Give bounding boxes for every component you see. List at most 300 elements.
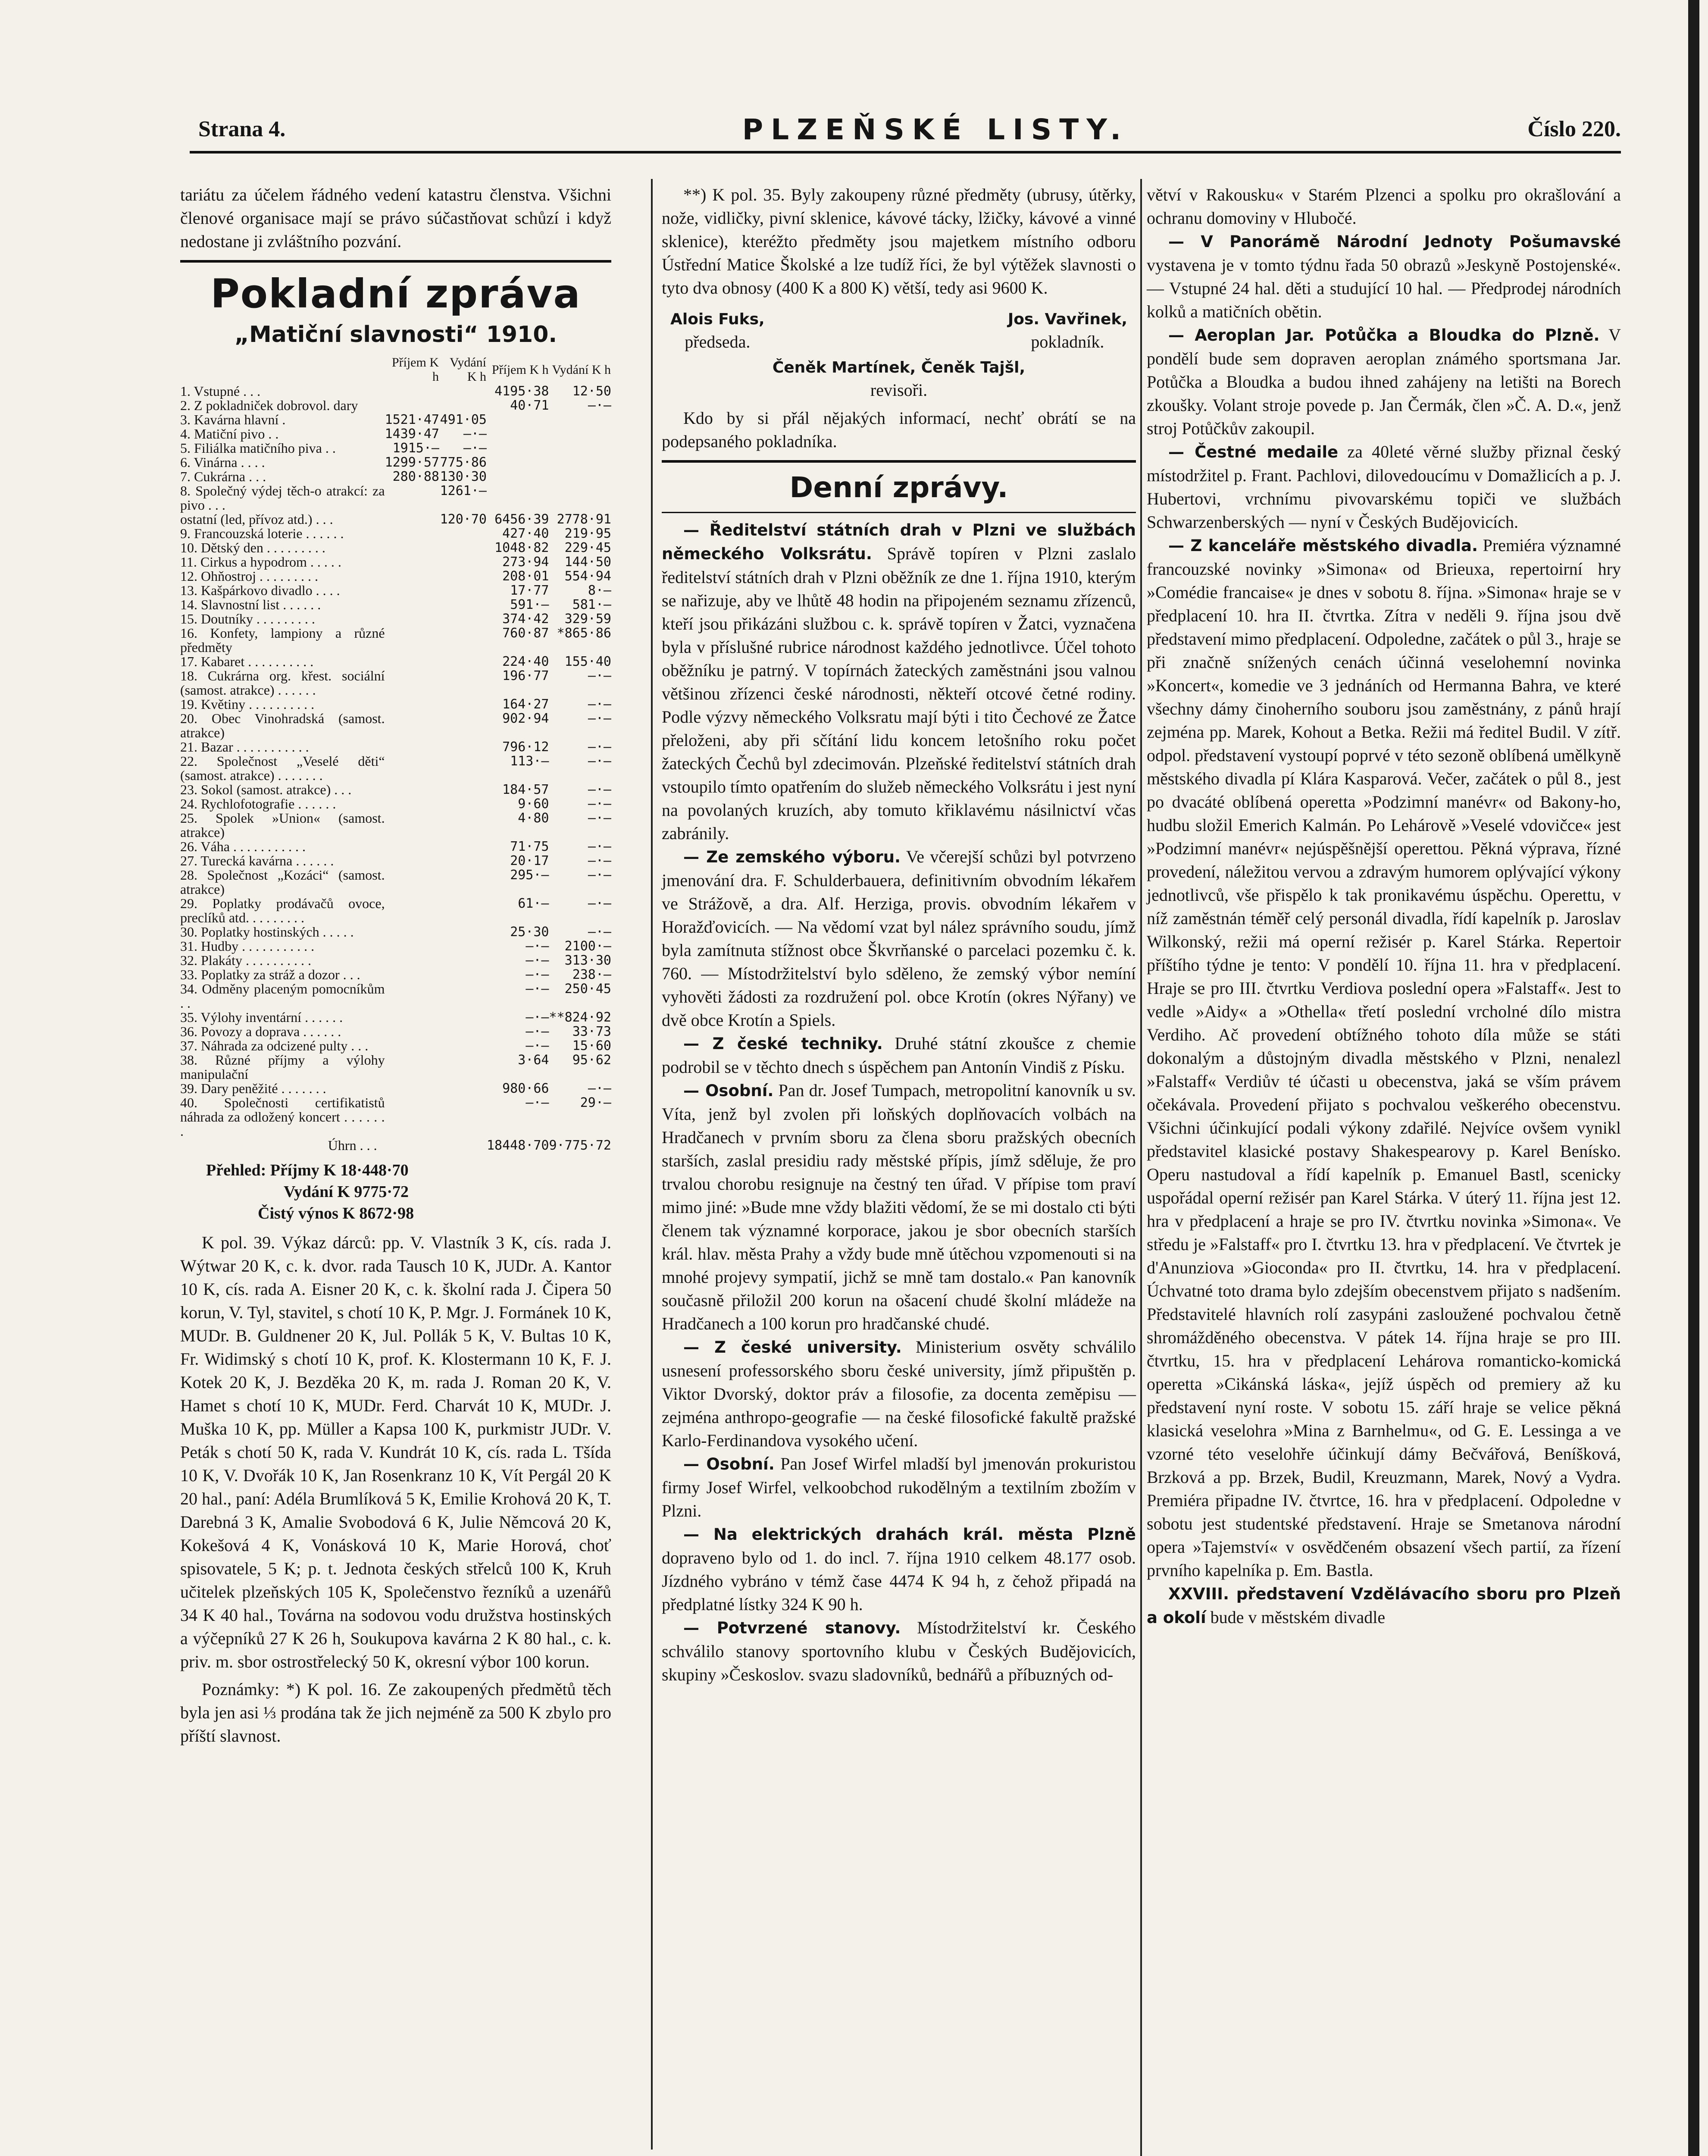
cell-expense-2: 8·— — [588, 583, 611, 598]
info-paragraph: Kdo by si přál nějakých informací, nechť obrátí se na podepsaného pokladníka. — [662, 408, 1136, 451]
cell-expense-1 — [439, 384, 487, 398]
news-text: Premiéra významné francouzské novinky »Simona« od Brieuxa, repertoirní hry »Comédie francaise« je dnes v sobotu 8. října. »Simona« hraje se v předplacení 10. hra II. čtvrtka. Zítra v neděli 9. října jsou dvě představení mimo předplacení. Odpoledne, začátek o půl 3., hraje se při značně snížených cenách účinná veselohemní novinka »Koncert«, komedie ve 3 jednáních od Hermanna Bahra, ve které všechny dámy činoherního souboru jsou zaměstnány, z pánů hrají zejména pp. Marek, Kohout a Betka. Režii má ředitel Budil. V zítř. odpol. představení vystoupí poprvé v této sezoně oblíbená umělkyně městského divadla pí Klára Kasparová. Večer, začátek o půl 8., jest po dvacáté oblíbená operetta »Podzimní manévr« od Bakony-ho, hudbu složil Emerich Kalmán. Po Lehárově »Veselé vdovičce« jest »Podzimní manévr« nejúspěšnější operettou. Pěkná výprava, řízné provedení, náležitou vervou a zdravým humorem oplývající výkony jednotlivců, vše přispělo k tak pronikavému úspěchu. Operettu, v níž zaměstnán téměř celý personál divadla, řídí kapelník p. Jaroslav Wilkonský, režii má operní režisér p. Karel Stárka. Repertoir příštího týdne je tento: V pondělí 10. října 11. hra v předplacení. Hraje se pro III. čtvrtku Verdiova poslední opera »Falstaff«. Jest to vedle »Aidy« a »Othella« třetí poslední vrcholné dílo mistra Verdiho. Ač provedení obtížného tohoto díla může se státi dokonalým a důstojným divadla městského v Plzni, nenalezl »Falstaff« Verdiův té účasti u obecenstva, jaká se vším právem očekávala. Provedení přijato s pochvalou veškerého obecenstvu. Všichni účinkující podali výkony zdařilé. Nejvíce ovšem vynikl představitel klasické postavy Shakespearovy p. Karel Benísko. Operu nastudoval a řídí kapelník p. Emanuel Bastl, scenicky uspořádal operní režisér pan Karel Stárka. V úterý 11. října jest 12. hra v předplacení a hraje se pro IV. čtvrtku novinka »Simona«. Ve středu je »Falstaff« pro I. čtvrtku 13. hra v předplacení. Ve čtvrtek je d'Anunziova »Gioconda« pro II. čtvrtku, 14. hra v předplacení. Úchvatné toto drama bylo zdejším obecenstvem přijato s nadšením. Představitelé hlavních rolí zasypáni zasloužené pochvalou četně shromážděného obecenstva. V pátek 14. října hraje se pro III. čtvrtku, 15. hra v předplacení Lehárova romanticko-komická operetta »Cikánská láska«, jejíž úspěch od premiery až ku představení nyní roste. V sobotu 15. září hraje se velice pěkná klasická veselohra »Mina z Barnhelmu«, od G. E. Lessinga a ve vzorné této veselohře účinkují dámy Bečvářová, Beníšková, Brzková a pp. Brzek, Budil, Kreuzmann, Marek, Nový a Vydra. Premiéra připadne IV. čtvrtce, 16. hra v předplacení. Odpoledne v sobotu jest studentské představení. Hraje se Smetanova národní opera »Tajemství« v osvědčeném obsazení všech partií, za řízení prvního kapelníka p. Em. Bastla. — [1147, 536, 1621, 1580]
cell-income-2: 295·— — [510, 868, 549, 883]
news-headline: — Aeroplan Jar. Potůčka a Bloudka do Plzně. — [1168, 326, 1600, 345]
cell-income-2: 427·40 — [502, 526, 549, 541]
cell-income-2 — [487, 413, 549, 427]
cell-expense-2: 238·— — [572, 967, 611, 982]
cell-income-2: 61·— — [518, 896, 549, 911]
table-row — [180, 939, 611, 953]
news-headline: — Z české university. — [683, 1338, 902, 1357]
cell-expense-2: —·— — [588, 896, 611, 911]
table-row — [180, 1096, 611, 1138]
cell-expense-1 — [439, 982, 487, 1010]
cell-expense-2: —·— — [588, 782, 611, 797]
cell-income-1 — [385, 598, 439, 612]
row-label: 29. Poplatky prodávačů ovoce, preclíků atd. . . . . . . . . — [180, 896, 385, 925]
cell-expense-2: —·— — [588, 398, 611, 413]
row-label: 16. Konfety, lampiony a různé předměty — [180, 625, 385, 655]
row-label: 33. Poplatky za stráž a dozor . . . — [180, 967, 360, 982]
row-label: 10. Dětský den . . . . . . . . . — [180, 540, 325, 555]
cell-income-2: —·— — [526, 939, 549, 954]
cell-income-2: 196·77 — [502, 668, 549, 683]
divider — [662, 512, 1136, 513]
signatures — [670, 307, 1127, 353]
page-number: Strana 4. — [198, 117, 286, 141]
cell-income-1 — [385, 953, 439, 968]
cell-expense-2 — [549, 470, 612, 484]
cell-income-2 — [487, 427, 549, 441]
masthead-title: PLZEŇSKÉ LISTY. — [742, 113, 1129, 146]
continued-paragraph: větví v Rakousku« v Starém Plzenci a spolku pro okrašlování a ochranu domoviny v Hlubočé. — [1147, 185, 1621, 228]
table-row — [180, 384, 611, 398]
table-row — [180, 711, 611, 740]
row-label: 39. Dary peněžité . . . . . . . — [180, 1081, 326, 1096]
cell-income-1 — [385, 1081, 439, 1096]
summary-expense: Vydání K 9775·72 — [284, 1183, 409, 1201]
cell-income-2 — [487, 470, 549, 484]
report-subtitle: „Matiční slavnosti“ 1910. — [234, 322, 557, 348]
cell-income-1 — [385, 868, 439, 896]
cell-income-2: 980·66 — [502, 1081, 549, 1096]
news-headline: — Ředitelství státních drah v Plzni ve službách německého Volksrátu. — [662, 521, 1136, 563]
cell-income-1 — [385, 512, 439, 526]
column-divider — [1140, 179, 1142, 2156]
cell-expense-2: 229·45 — [564, 540, 611, 555]
cell-expense-2: 250·45 — [564, 981, 611, 997]
cell-expense-2: —·— — [588, 924, 611, 940]
cell-income-1 — [385, 655, 439, 669]
table-row — [180, 1053, 611, 1081]
cell-expense-1 — [439, 854, 487, 868]
cell-income-1 — [385, 612, 439, 626]
notes-paragraph: Poznámky: *) K pol. 16. Ze zakoupených předmětů těch byla jen asi ⅓ prodána tak že jich nejméně za 500 K zbylo pro příští slavnost. — [180, 1680, 611, 1745]
news-headline: XXVIII. představení Vzdělávacího sboru pro Plzeň a okolí — [1147, 1585, 1621, 1627]
cell-income-1 — [385, 583, 439, 598]
cell-expense-2: 2778·91 — [557, 512, 611, 527]
cell-expense-2: 329·59 — [564, 611, 611, 627]
cell-expense-1 — [439, 783, 487, 797]
cell-expense-2 — [549, 427, 612, 441]
cell-income-1 — [385, 398, 439, 413]
cell-income-1 — [385, 1039, 439, 1053]
cell-income-1 — [385, 982, 439, 1010]
header-rule — [190, 151, 1621, 154]
cell-income-1 — [385, 669, 439, 697]
row-label: 12. Ohňostroj . . . . . . . . . — [180, 568, 318, 584]
cell-expense-2: 15·60 — [572, 1038, 611, 1053]
cell-income-2: —·— — [526, 1095, 549, 1110]
news-item — [662, 1452, 1136, 1523]
cell-income-2: 374·42 — [502, 611, 549, 627]
cell-expense-2: —·— — [588, 839, 611, 854]
cell-income-1 — [385, 783, 439, 797]
cell-expense-1 — [439, 811, 487, 840]
table-row — [180, 1081, 611, 1096]
news-text: Pan Josef Wirfel mladší byl jmenován prokuristou firmy Josef Wirfel, velkoobchod rukodělným a textilním zbožím v Plzni. — [662, 1454, 1136, 1520]
cell-expense-2 — [549, 484, 612, 512]
table-row — [180, 783, 611, 797]
table-body — [180, 384, 611, 1138]
row-label: 27. Turecká kavárna . . . . . . — [180, 853, 334, 868]
news-text: dopraveno bylo od 1. do incl. 7. října 1910 celkem 48.177 osob. Jízdného vybráno v témž čase 4474 K 94 h, z čehož připadá na předplatné lístky 324 K 90 h. — [662, 1548, 1136, 1614]
signature-name: Jos. Vavřinek, — [1007, 310, 1127, 328]
cell-expense-1 — [439, 1053, 487, 1081]
news-headline: — Potvrzené stanovy. — [683, 1619, 901, 1637]
cell-expense-1 — [439, 626, 487, 655]
cell-income-2: 71·75 — [510, 839, 549, 854]
cell-expense-2: —·— — [588, 796, 611, 812]
table-row — [180, 840, 611, 854]
cell-income-2: —·— — [526, 1010, 549, 1025]
table-row — [180, 754, 611, 783]
signature-role: předseda. — [685, 332, 751, 351]
cell-expense-1 — [439, 583, 487, 598]
table-row — [180, 455, 611, 470]
signature-role: revisoři. — [870, 380, 928, 400]
table-row — [180, 441, 611, 455]
cell-income-1 — [385, 740, 439, 754]
section-title: Denní zprávy. — [789, 471, 1008, 504]
row-label: 14. Slavnostní list . . . . . . — [180, 597, 321, 612]
news-text: Ve včerejší schůzi byl potvrzeno jmenování dra. F. Schulderbauera, definitivním obvodním lékařem ve Strážově, a dra. Alf. Herziga, provis. obvodním lékařem v Horažďovicích. — Na vědomí vzat byl nález správního soudu, jímž byla zamítnuta stížnost obce Škvrňanské o parcelaci pozemku č. k. 760. — Místodržitelství bylo sděleno, že zemský výbor nemíní vyhověti žádosti za rozdružení pol. obce Krotín (okres Nýřany) ve dvě obce Krotín a Spiels. — [662, 847, 1136, 1030]
cell-income-1: 1915·— — [392, 441, 439, 456]
cell-income-2: 20·17 — [510, 853, 549, 868]
row-label: 22. Společnost „Veselé děti“ (samost. atrakce) . . . . . . . — [180, 753, 385, 783]
news-item — [662, 1523, 1136, 1616]
row-label: 34. Odměny placeným pomocníkům . . — [180, 981, 385, 1011]
cell-expense-1 — [439, 740, 487, 754]
table-row — [180, 427, 611, 441]
cell-expense-1 — [439, 697, 487, 711]
news-headline: — Osobní. — [683, 1081, 774, 1100]
table-row — [180, 413, 611, 427]
cell-expense-2: —·— — [588, 711, 611, 726]
row-label: 2. Z pokladniček dobrovol. dary — [180, 398, 358, 413]
cell-expense-1 — [439, 1039, 487, 1053]
cell-expense-1 — [439, 953, 487, 968]
cell-expense-2: —·— — [588, 811, 611, 826]
cell-expense-1 — [439, 925, 487, 939]
cell-income-1 — [385, 968, 439, 982]
cell-expense-2: —·— — [588, 740, 611, 755]
cell-expense-1 — [439, 754, 487, 783]
cell-expense-1 — [439, 598, 487, 612]
table-row — [180, 953, 611, 968]
cell-expense-1: —·— — [463, 441, 487, 456]
summary-income: Přehled: Příjmy K 18·448·70 — [206, 1161, 409, 1179]
cell-expense-2: —·— — [588, 853, 611, 868]
table-row — [180, 1025, 611, 1039]
cell-income-2: 6456·39 — [494, 512, 549, 527]
total-label: Úhrn . . . — [328, 1138, 377, 1153]
news-text: V pondělí bude sem dopraven aeroplan známého sportsmana Jar. Potůčka a Bloudka a budou ihned zahájeny na letišti na Borech zkoušky. Volant stroje povede p. Jan Čermák, člen »Č. A. D.«, jenž stroj Potůčkův zakoupil. — [1147, 325, 1621, 438]
cell-income-2: 902·94 — [502, 711, 549, 726]
cell-expense-1: 775·86 — [440, 455, 487, 470]
cell-income-1 — [385, 569, 439, 583]
total-income: 18448·70 — [487, 1138, 549, 1153]
cell-expense-1 — [439, 1010, 487, 1025]
cell-income-2 — [487, 441, 549, 455]
table-row — [180, 526, 611, 541]
table-row — [180, 925, 611, 939]
donors-paragraph: K pol. 39. Výkaz dárců: pp. V. Vlastník 3 K, cís. rada J. Wýtwar 20 K, c. k. dvor. rada Tausch 10 K, JUDr. A. Kantor 10 K, cís. rada A. Eisner 20 K, c. k. školní rada J. Čipera 50 korun, V. Tyl, stavitel, s chotí 10 K, P. Mgr. J. Formánek 10 K, MUDr. B. Guldnener 20 K, Jul. Pollák 5 K, V. Bultas 10 K, Fr. Widimský s chotí 10 K, prof. K. Klostermann 10 K, F. J. Kotek 20 K, J. Bezděka 20 K, m. rada J. Roman 20 K, V. Hamet s chotí 10 K, MUDr. Ferd. Charvát 10 K, MUDr. J. Muška 10 K, pp. Müller a Kapsa 100 K, purkmistr JUDr. V. Peták s chotí 50 K, rada V. Kundrát 10 K, cís. rada L. Tšída 10 K, V. Dvořák 10 K, Jan Rosenkranz 10 K, Vít Pergál 20 K 20 hal., paní: Adéla Brumlíková 5 K, Emilie Krohová 20 K, T. Darebná 3 K, Amalie Svobodová 6 K, Julie Němcová 20 K, Kokešová 4 K, Vonásková 10 K, Marie Horová, choť spisovatele, 5 K; p. t. Jednota českých střelců 100 K, Kruh učitelek plzeňských 105 K, Společenstvo řezníků a uzenářů 34 K 40 hal., Továrna na sodovou vodu družstva hostinských a výčepníků 27 K 26 h, Soukupova kavárna 2 K 80 hal., c. k. priv. m. sbor ostrostřelecký 50 K, okresní výbor 100 korun. — [180, 1233, 611, 1671]
news-item — [662, 1616, 1136, 1686]
cell-expense-1: 120·70 — [440, 512, 487, 527]
column-header: Příjem K h — [491, 362, 549, 377]
cell-income-1 — [385, 754, 439, 783]
news-text: bude v městském divadle — [1210, 1608, 1386, 1627]
news-text: za 40leté věrné služby přiznal český místodržitel p. Frant. Pachlovi, dilovedoucímu v Domažlicích a p. J. Hubertovi, vrchnímu pivovarskému topiči ve službách Schwarzenberských — nyní v Českých Budějovicích. — [1147, 442, 1621, 532]
table-row — [180, 896, 611, 925]
row-label: 9. Francouzská loterie . . . . . . — [180, 526, 344, 541]
row-label: ostatní (led, přívoz atd.) . . . — [180, 511, 333, 527]
cell-expense-1 — [439, 939, 487, 953]
table-row — [180, 598, 611, 612]
table-row — [180, 697, 611, 711]
column-header: Vydání K h — [552, 362, 611, 377]
row-label: 26. Váha . . . . . . . . . . . — [180, 839, 306, 854]
scan-edge — [1688, 0, 1699, 2156]
cell-income-1 — [385, 626, 439, 655]
cell-income-1: 1439·47 — [385, 426, 439, 442]
cell-expense-2: 313·30 — [564, 953, 611, 968]
news-text: vystavena je v tomto týdnu řada 50 obrazů »Jeskyně Postojenské«. — Vstupné 24 hal. děti a studující 10 hal. — Předprodej národních kolků a matičních obětin. — [1147, 255, 1621, 321]
row-label: 36. Povozy a doprava . . . . . . — [180, 1024, 341, 1039]
news-item — [1147, 440, 1621, 534]
cell-income-2: —·— — [526, 953, 549, 968]
signature-name: Čeněk Martínek, Čeněk Tajšl, — [772, 359, 1026, 376]
signature-treasurer — [1008, 307, 1127, 353]
cell-income-1 — [385, 1053, 439, 1081]
row-label: 30. Poplatky hostinských . . . . . — [180, 924, 354, 940]
cell-expense-2: —·— — [588, 1081, 611, 1096]
news-headline: — Ze zemského výboru. — [683, 848, 901, 866]
row-label: 40. Společnosti certifikatistů náhrada za odložený koncert . . . . . . . — [180, 1095, 385, 1139]
news-headline: — Z české techniky. — [683, 1034, 883, 1053]
cell-income-1 — [385, 925, 439, 939]
cell-expense-2: —·— — [588, 868, 611, 883]
signature-role: pokladník. — [1031, 332, 1104, 351]
cell-expense-1 — [439, 526, 487, 541]
table-row — [180, 740, 611, 754]
cell-income-1: 1521·47 — [385, 412, 439, 427]
news-item — [662, 1335, 1136, 1452]
cell-expense-1 — [439, 1081, 487, 1096]
news-headline: — Na elektrických drahách král. města Plzně — [683, 1525, 1136, 1544]
cell-expense-1: —·— — [463, 426, 487, 442]
table-row — [180, 398, 611, 413]
cell-income-2: 3·64 — [518, 1053, 549, 1068]
row-label: 1. Vstupné . . . — [180, 383, 261, 399]
cell-income-1 — [385, 840, 439, 854]
row-label: 28. Společnost „Kozáci“ (samost. atrakce) — [180, 867, 385, 897]
page-header — [198, 113, 1621, 152]
cell-expense-1 — [439, 797, 487, 811]
row-label: 15. Doutníky . . . . . . . . . — [180, 611, 315, 627]
cell-expense-2: —·— — [588, 697, 611, 712]
row-label: 4. Matiční pivo . . — [180, 426, 279, 442]
table-row — [180, 868, 611, 896]
cell-income-1 — [385, 384, 439, 398]
cell-income-2: 184·57 — [502, 782, 549, 797]
cell-income-1 — [385, 854, 439, 868]
cell-income-2: 591·— — [510, 597, 549, 612]
total-row — [180, 1138, 611, 1153]
cell-expense-2 — [549, 413, 612, 427]
table-row — [180, 484, 611, 512]
news-item — [662, 1032, 1136, 1079]
cell-expense-1 — [439, 1096, 487, 1138]
cell-expense-1 — [439, 569, 487, 583]
cell-income-2: 273·94 — [502, 555, 549, 570]
table-row — [180, 541, 611, 555]
cell-expense-1 — [439, 541, 487, 555]
report-title: Pokladní zpráva — [210, 271, 581, 317]
cell-expense-1 — [439, 612, 487, 626]
column-1 — [180, 183, 611, 1748]
table-row — [180, 583, 611, 598]
divider — [180, 260, 611, 263]
cell-expense-1: 1261·— — [440, 483, 487, 498]
cell-income-2: 760·87 — [502, 626, 549, 641]
divider — [662, 460, 1136, 463]
news-headline: — Z kanceláře městského divadla. — [1168, 536, 1478, 555]
news-text: Pan dr. Josef Tumpach, metropolitní kanovník u sv. Víta, jenž byl zvolen při loňských doplňovacích volbách na Hradčanech v prvním sboru za člena sboru pražských obecních starších, zaslal presidiu rady městské přípis, jímž sděluje, že pro trvalou chorobu resignuje na čestný ten úřad. V přípise tom praví mimo jiné: »Bude mne vždy blažiti vědomí, že se mi dostalo cti býti členem tak významné korporace, jakou je sbor obecních starších král. hlav. města Prahy a vždy bude mně útěchou vzpomenouti si na mnohé projevy sympatií, jichž se mně tam dostalo.« Pan kanovník současně přiložil 200 korun na ošacení chudé školní mládeže na Hradčanech a 100 korun pro hradčanské chudé. — [662, 1081, 1136, 1333]
cell-income-1 — [385, 896, 439, 925]
cell-expense-2: —·— — [588, 668, 611, 683]
row-label: 37. Náhrada za odcizené pulty . . . — [180, 1038, 369, 1053]
row-label: 25. Spolek »Union« (samost. atrakce) — [180, 810, 385, 840]
cell-income-2: 4195·38 — [494, 384, 549, 399]
cell-expense-1 — [439, 868, 487, 896]
cell-income-1 — [385, 797, 439, 811]
news-text: Druhé státní zkoušce z chemie podrobil se v těchto dnech s úspěchem pan Antonín Vindiš z Písku. — [662, 1034, 1136, 1077]
cell-income-2: 9·60 — [518, 796, 549, 812]
cell-income-1 — [385, 484, 439, 512]
total-expense: 9·775·72 — [549, 1138, 611, 1153]
cell-expense-2 — [549, 455, 612, 470]
table-row — [180, 797, 611, 811]
signature-chair — [670, 307, 765, 353]
cell-income-1 — [385, 711, 439, 740]
cell-expense-2: 95·62 — [572, 1053, 611, 1068]
cell-expense-2: 33·73 — [572, 1024, 611, 1039]
news-item — [1147, 323, 1621, 440]
cell-expense-2: —·— — [588, 754, 611, 769]
cell-income-2: —·— — [526, 967, 549, 982]
news-text: Správě topíren v Plzni zaslalo ředitelství státních drah v Plzni oběžník ze dne 1. října 1910, kterým se nařizuje, aby ve lhůtě 48 hodin na připojeném seznamu zřízenců, kteří jsou přikázáni službou c. k. správě topíren v Žatci, vyznačena byla v příslušné rubrice národnost každého jednotlivce. Účel tohoto oběžníku je patrný. V topírnách žateckých zaměstnáni jsou valnou většinou zřízenci české národnosti, někteří otcové četné rodiny. Podle výzvy německého Volksratu mají býti i tito Čechové ze Žatce přeloženi, aby při sčítání lidu koncem letošního roku počet žateckých Čechů byl zdecimován. Plzeňské ředitelství státních drah vstoupilo tímto opatřením do služeb německého Volksrátu i jest nyní na povolaných kruzích, aby tomuto křiklavému násilnictví včas zabránily. — [662, 544, 1136, 843]
news-item — [1147, 534, 1621, 1582]
row-label: 3. Kavárna hlavní . — [180, 412, 286, 427]
cell-expense-2: **824·92 — [549, 1010, 611, 1025]
cell-income-2: 40·71 — [510, 398, 549, 413]
cell-income-2: 17·77 — [510, 583, 549, 598]
table-header-row — [180, 355, 611, 384]
cell-expense-1: 130·30 — [440, 469, 487, 484]
footnote-paragraph: **) K pol. 35. Byly zakoupeny různé předměty (ubrusy, útěrky, nože, vidličky, pivní sklenice, kávové tácky, lžičky, kávové a vinné sklenice), kteréžto předměty jsou majetkem místního odboru Ústřední Matice Školské a lze tudíž říci, že byl výtěžek slavnosti o tyto dva obnosy (400 K a 800 K) větší, tedy asi 9600 K. — [662, 185, 1136, 298]
cell-income-1 — [385, 697, 439, 711]
cell-income-1 — [385, 1010, 439, 1025]
cell-expense-2: 2100·— — [564, 939, 611, 954]
row-label: 23. Sokol (samost. atrakce) . . . — [180, 782, 352, 797]
row-label: 17. Kabaret . . . . . . . . . . — [180, 654, 314, 669]
column-divider — [651, 179, 653, 2150]
cell-income-2: 224·40 — [502, 654, 549, 669]
table-row — [180, 612, 611, 626]
cell-expense-2 — [549, 441, 612, 455]
table-row — [180, 669, 611, 697]
signature-name: Alois Fuks, — [670, 310, 765, 328]
table-row — [180, 555, 611, 569]
cell-expense-1 — [439, 840, 487, 854]
table-row — [180, 1039, 611, 1053]
cell-expense-2: 12·50 — [572, 384, 611, 399]
cell-expense-2: 29·— — [580, 1095, 611, 1110]
news-item — [1147, 230, 1621, 323]
cell-income-2 — [487, 484, 549, 512]
news-item — [1147, 1582, 1621, 1630]
news-headline: — Čestné medaile — [1168, 443, 1339, 461]
cell-income-2: 4·80 — [518, 811, 549, 826]
cell-income-2: 208·01 — [502, 569, 549, 584]
cell-expense-2: 219·95 — [564, 526, 611, 541]
table-row — [180, 470, 611, 484]
news-item — [662, 1079, 1136, 1335]
summary-net: Čistý výnos K 8672·98 — [258, 1204, 414, 1222]
cell-income-1 — [385, 1096, 439, 1138]
row-label: 5. Filiálka matičního piva . . — [180, 440, 336, 456]
cell-expense-1 — [439, 655, 487, 669]
column-2 — [662, 183, 1136, 1686]
row-label: 20. Obec Vinohradská (samost. atrakce) — [180, 711, 385, 740]
cell-expense-1 — [439, 968, 487, 982]
signature-auditors — [662, 356, 1136, 401]
intro-paragraph: tariátu za účelem řádného vedení katastru členstva. Všichni členové organisace mají se právo súčastňovat schůzí i když nedostane ji zvláštního pozvání. — [180, 185, 611, 251]
cell-expense-1: 491·05 — [440, 412, 487, 427]
issue-number: Číslo 220. — [1527, 117, 1621, 141]
table-row — [180, 1010, 611, 1025]
row-label: 6. Vinárna . . . . — [180, 454, 265, 470]
row-label: 38. Různé příjmy a výlohy manipulační — [180, 1052, 385, 1082]
cell-expense-1 — [439, 555, 487, 569]
table-row — [180, 626, 611, 655]
row-label: 32. Plakáty . . . . . . . . . . — [180, 953, 311, 968]
row-label: 21. Bazar . . . . . . . . . . . — [180, 739, 309, 755]
cell-income-2: 1048·82 — [494, 540, 549, 555]
cell-expense-2: 581·— — [572, 597, 611, 612]
cell-income-1 — [385, 811, 439, 840]
news-text: Ministerium osvěty schválilo usnesení professorského sboru české university, jímž připuštěn p. Viktor Dvorský, doktor práv a filosofie, za docenta zeměpisu — zejména anthropo-geografie — na české filosofické fakultě pražské Karlo-Ferdinandova vysokého učení. — [662, 1337, 1136, 1450]
news-text: Místodržitelství kr. Českého schválilo stanovy sportovního klubu v Českých Budějovicích, skupiny »Českoslov. svazu sladovníků, bednářů a příbuzných od- — [662, 1618, 1136, 1684]
table-row — [180, 982, 611, 1010]
row-label: 8. Společný výdej těch-o atrakcí: za pivo . . . — [180, 483, 385, 513]
cell-expense-2: 155·40 — [564, 654, 611, 669]
row-label: 31. Hudby . . . . . . . . . . . — [180, 938, 315, 954]
cell-income-1 — [385, 1025, 439, 1039]
row-label: 35. Výlohy inventární . . . . . . — [180, 1009, 343, 1025]
cell-expense-1 — [439, 669, 487, 697]
column-3 — [1147, 183, 1621, 1630]
cell-expense-1 — [439, 1025, 487, 1039]
row-label: 18. Cukrárna org. křest. sociální (samost. atrakce) . . . . . . — [180, 668, 385, 698]
news-headline: — V Panorámě Národní Jednoty Pošumavské — [1168, 232, 1621, 251]
cell-income-2 — [487, 455, 549, 470]
cell-income-2: 113·— — [510, 754, 549, 769]
news-item — [662, 518, 1136, 845]
cell-expense-2: *865·86 — [557, 626, 611, 641]
cell-income-1 — [385, 555, 439, 569]
